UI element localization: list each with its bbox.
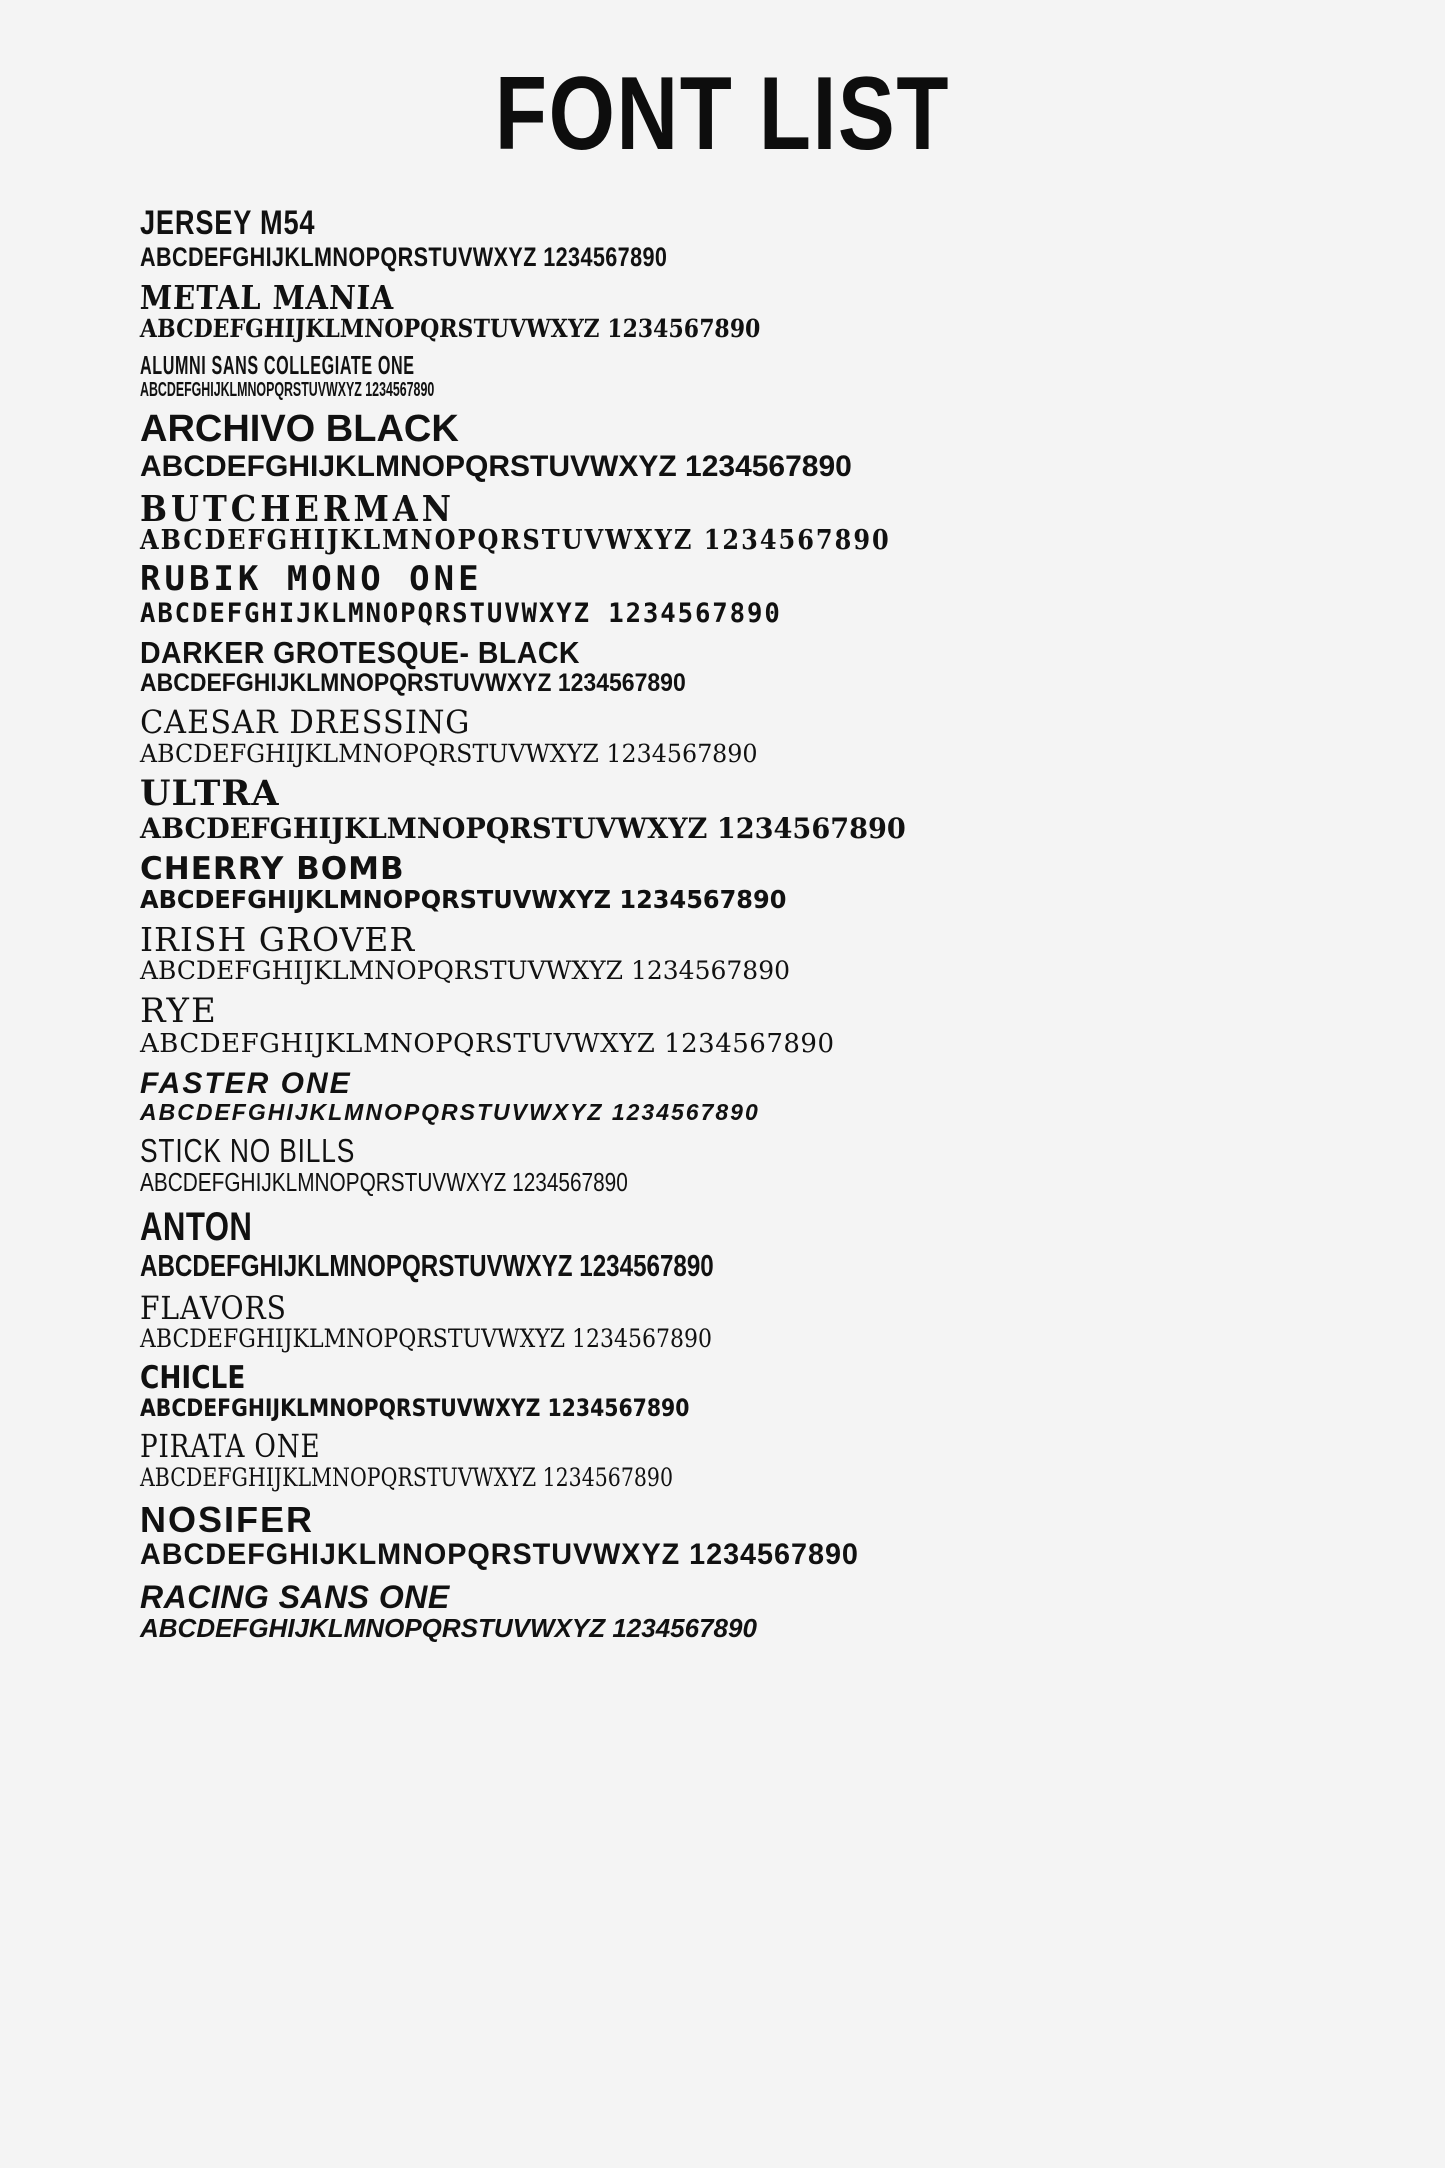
font-name: FASTER ONE (140, 1066, 352, 1100)
font-sample: ABCDEFGHIJKLMNOPQRSTUVWXYZ 1234567890 (140, 1248, 714, 1284)
font-sample: ABCDEFGHIJKLMNOPQRSTUVWXYZ 1234567890 (140, 1324, 713, 1354)
list-item (140, 1206, 1365, 1284)
font-sample: ABCDEFGHIJKLMNOPQRSTUVWXYZ 1234567890 (140, 812, 906, 846)
font-name: NOSIFER (140, 1498, 315, 1540)
list-item (140, 559, 1365, 629)
font-name: ANTON (140, 1205, 253, 1250)
list-item (139, 277, 1365, 344)
font-sample: ABCDEFGHIJKLMNOPQRSTUVWXYZ 1234567890 (140, 241, 668, 272)
list-item (140, 1578, 1365, 1644)
list-item (140, 773, 1365, 846)
list-item (140, 919, 1365, 986)
list-item (140, 1362, 1365, 1422)
font-name: BUTCHERMAN (140, 487, 455, 530)
font-name: STICK NO BILLS (140, 1131, 356, 1169)
font-sample: ABCDEFGHIJKLMNOPQRSTUVWXYZ 1234567890 (140, 1462, 674, 1492)
list-item (140, 991, 1365, 1060)
font-sample: ABCDEFGHIJKLMNOPQRSTUVWXYZ 1234567890 (139, 738, 758, 768)
font-list (140, 206, 1365, 1652)
font-name: CHICLE (140, 1360, 246, 1397)
font-name: RUBIK MONO ONE (140, 559, 483, 599)
font-name: JERSEY M54 (140, 204, 316, 242)
list-item (140, 1427, 1365, 1492)
font-name: RYE (140, 991, 218, 1031)
font-sample: ABCDEFGHIJKLMNOPQRSTUVWXYZ 1234567890 (140, 1028, 835, 1059)
font-name: METAL MANIA (139, 277, 396, 317)
font-name: CHERRY BOMB (140, 851, 405, 888)
page-title: FONT LIST (494, 56, 951, 172)
font-sample: ABCDEFGHIJKLMNOPQRSTUVWXYZ 1234567890 (140, 523, 891, 557)
font-name: DARKER GROTESQUE- BLACK (140, 634, 580, 670)
list-item (140, 352, 1365, 402)
font-sample: ABCDEFGHIJKLMNOPQRSTUVWXYZ 1234567890 (140, 956, 791, 986)
list-item (140, 487, 1365, 557)
font-sample: ABCDEFGHIJKLMNOPQRSTUVWXYZ 1234567890 (139, 314, 761, 344)
list-item (140, 1498, 1365, 1573)
font-sample: ABCDEFGHIJKLMNOPQRSTUVWXYZ 1234567890 (140, 450, 852, 484)
font-sample: ABCDEFGHIJKLMNOPQRSTUVWXYZ 1234567890 (140, 1393, 690, 1422)
font-sample: ABCDEFGHIJKLMNOPQRSTUVWXYZ 1234567890 (140, 884, 787, 914)
list-item (140, 1068, 1365, 1126)
font-name: PIRATA ONE (140, 1427, 321, 1466)
font-sample: ABCDEFGHIJKLMNOPQRSTUVWXYZ 1234567890 (140, 379, 435, 402)
font-name: IRISH GROVER (140, 919, 416, 959)
list-item (140, 634, 1365, 698)
font-name: ARCHIVO BLACK (140, 408, 459, 451)
font-name: RACING SANS ONE (140, 1578, 450, 1615)
font-sample: ABCDEFGHIJKLMNOPQRSTUVWXYZ 1234567890 (140, 669, 686, 698)
list-item (140, 410, 1365, 484)
font-sample: ABCDEFGHIJKLMNOPQRSTUVWXYZ 1234567890 (140, 1099, 760, 1126)
font-sample: ABCDEFGHIJKLMNOPQRSTUVWXYZ 1234567890 (140, 1538, 859, 1572)
list-item (140, 1288, 1365, 1354)
font-sample: ABCDEFGHIJKLMNOPQRSTUVWXYZ 1234567890 (140, 597, 782, 629)
list-item (140, 853, 1365, 914)
list-item (140, 206, 1365, 273)
font-name: CAESAR DRESSING (139, 703, 471, 742)
list-item (139, 703, 1365, 768)
font-name: ALUMNI SANS COLLEGIATE ONE (140, 350, 415, 381)
font-sample: ABCDEFGHIJKLMNOPQRSTUVWXYZ 1234567890 (140, 1167, 628, 1198)
font-name: ULTRA (140, 773, 280, 815)
font-sample: ABCDEFGHIJKLMNOPQRSTUVWXYZ 1234567890 (140, 1613, 757, 1644)
list-item (140, 1131, 1365, 1199)
font-name: FLAVORS (140, 1288, 287, 1327)
